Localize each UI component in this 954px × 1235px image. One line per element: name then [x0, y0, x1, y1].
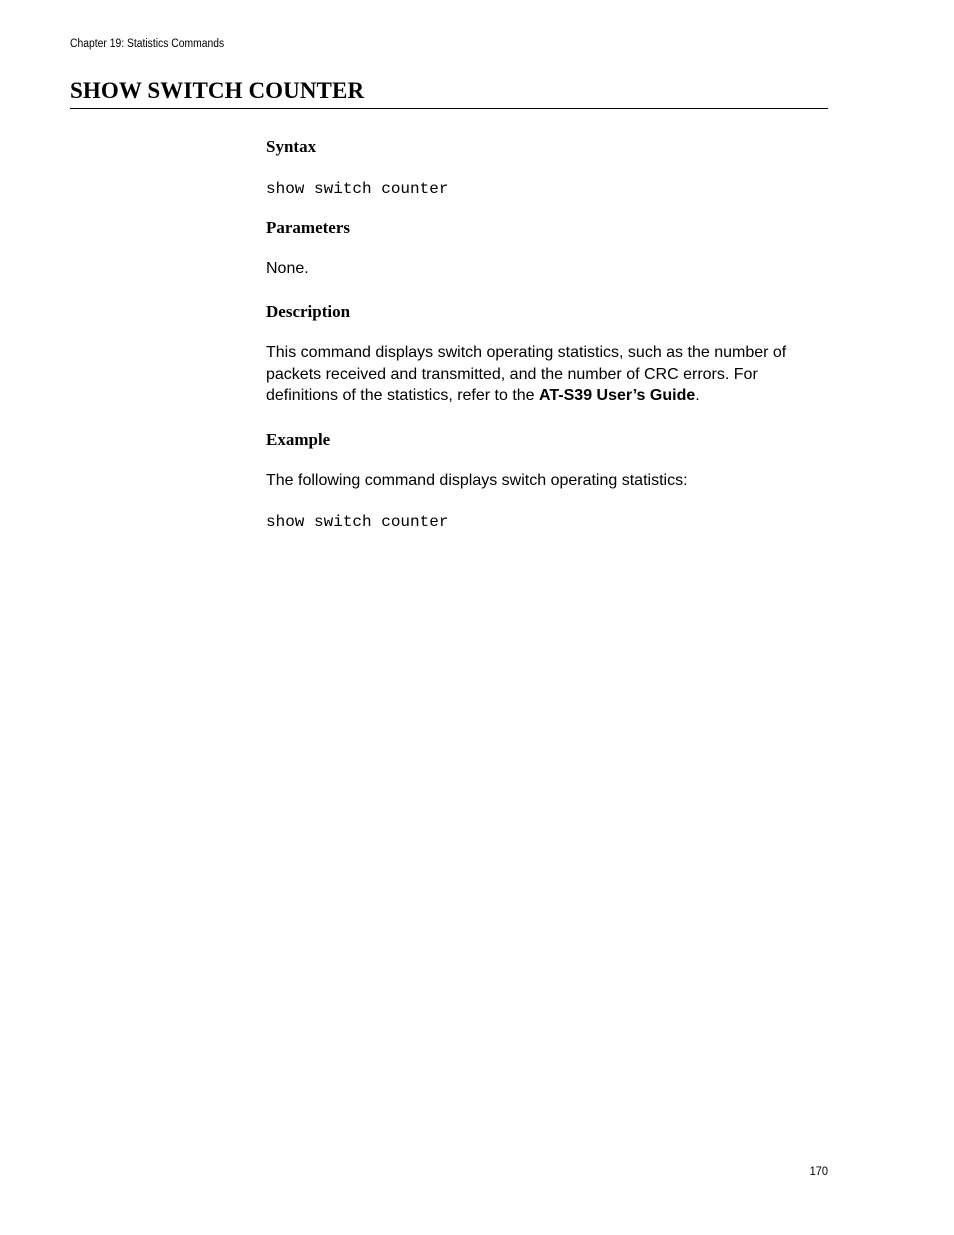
guide-title: AT-S39 User’s Guide [539, 387, 696, 404]
running-header: Chapter 19: Statistics Commands [70, 38, 225, 50]
description-text-after: . [695, 387, 700, 404]
page-number: 170 [809, 1164, 828, 1178]
parameters-text: None. [266, 260, 309, 277]
parameters-heading: Parameters [266, 218, 351, 237]
example-heading: Example [266, 430, 331, 449]
description-text [266, 342, 828, 407]
syntax-heading: Syntax [266, 137, 317, 156]
description-heading: Description [266, 302, 351, 321]
page-title: SHOW SWITCH COUNTER [70, 78, 365, 103]
title-rule [70, 108, 828, 109]
description-text-before: This command displays switch operating statistics, such as the number of packets received and transmitted, and the number of CRC errors. For definitions of the statistics, refer to the [266, 344, 787, 404]
syntax-code: show switch counter [266, 180, 449, 198]
example-text: The following command displays switch operating statistics: [266, 472, 688, 489]
example-code: show switch counter [266, 513, 449, 531]
